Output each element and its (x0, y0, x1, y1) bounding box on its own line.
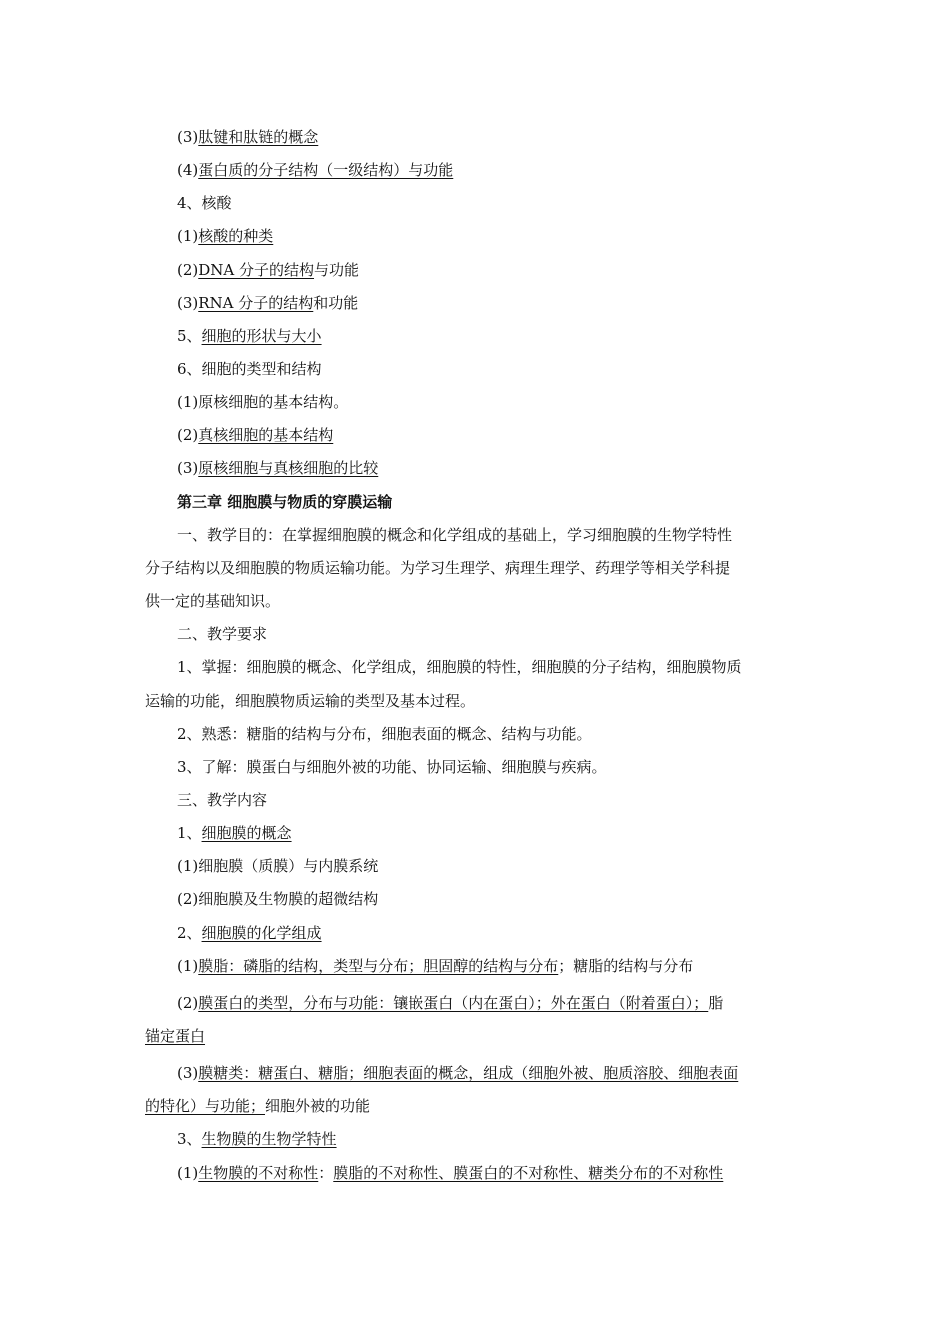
text-line (0, 591, 950, 611)
underlined-text: 膜糖类：糖蛋白、糖脂；细胞表面的概念，组成（细胞外被、胞质溶胶、细胞表面 (198, 1064, 739, 1082)
text-line (0, 823, 950, 843)
text-line (0, 993, 950, 1013)
text-run: 运输的功能，细胞膜物质运输的类型及基本过程。 (145, 692, 476, 710)
text-run: 脂 (708, 994, 724, 1012)
text-run: ： (318, 1164, 334, 1182)
text-line (0, 558, 950, 578)
underlined-text: 生物膜的生物学特性 (201, 1130, 337, 1148)
underlined-text: 细胞的形状与大小 (201, 327, 322, 345)
text-line (0, 724, 950, 744)
text-line (0, 392, 950, 412)
text-run: (4) (177, 161, 199, 179)
text-line (0, 1163, 950, 1183)
text-run: (2) (177, 261, 199, 279)
text-run: (1)原核细胞的基本结构。 (177, 393, 349, 411)
text-line (0, 425, 950, 445)
text-line (0, 889, 950, 909)
text-run: 分子结构以及细胞膜的物质运输功能。为学习生理学、病理生理学、药理学等相关学科提 (145, 559, 731, 577)
text-run: 与功能 (314, 261, 360, 279)
text-line (0, 1026, 950, 1046)
text-run: (3) (177, 128, 199, 146)
underlined-text: 细胞膜的概念 (201, 824, 292, 842)
text-line (0, 293, 950, 313)
text-run: 2、 (177, 924, 202, 942)
text-run: 2、熟悉：糖脂的结构与分布，细胞表面的概念、结构与功能。 (177, 725, 592, 743)
text-run: 1、掌握：细胞膜的概念、化学组成，细胞膜的特性，细胞膜的分子结构，细胞膜物质 (177, 658, 742, 676)
underlined-text: RNA 分子的结构 (198, 294, 314, 312)
text-line (0, 359, 950, 379)
text-run: (3) (177, 294, 199, 312)
text-line (0, 657, 950, 677)
underlined-text: 的特化）与功能； (145, 1097, 266, 1115)
underlined-text: 锚定蛋白 (145, 1027, 206, 1045)
text-run: (1) (177, 1164, 199, 1182)
underlined-text: 真核细胞的基本结构 (198, 426, 334, 444)
text-line (0, 923, 950, 943)
text-line (0, 790, 950, 810)
text-line (0, 624, 950, 644)
underlined-text: 膜蛋白的类型，分布与功能：镶嵌蛋白（内在蛋白）；外在蛋白（附着蛋白）； (198, 994, 709, 1012)
text-run: (2)细胞膜及生物膜的超微结构 (177, 890, 379, 908)
text-line (0, 1063, 950, 1083)
text-run: (2) (177, 994, 199, 1012)
text-line (0, 326, 950, 346)
underlined-text: 肽键和肽链的概念 (198, 128, 319, 146)
text-run: (3) (177, 459, 199, 477)
text-line (0, 193, 950, 213)
text-run: 一、教学目的：在掌握细胞膜的概念和化学组成的基础上，学习细胞膜的生物学特性 (177, 526, 733, 544)
text-run: 4、核酸 (177, 194, 232, 212)
text-line (0, 1096, 950, 1116)
text-run: 6、细胞的类型和结构 (177, 360, 322, 378)
underlined-text: 生物膜的不对称性 (198, 1164, 319, 1182)
text-run: 细胞外被的功能 (265, 1097, 371, 1115)
underlined-text: 蛋白质的分子结构（一级结构）与功能 (198, 161, 454, 179)
text-run: 三、教学内容 (177, 791, 268, 809)
text-run: (1)细胞膜（质膜）与内膜系统 (177, 857, 379, 875)
underlined-text: DNA 分子的结构 (198, 261, 315, 279)
underlined-text: 原核细胞与真核细胞的比较 (198, 459, 379, 477)
text-line (0, 226, 950, 246)
text-run: (1) (177, 957, 199, 975)
underlined-text: 膜脂：磷脂的结构，类型与分布；胆固醇的结构与分布 (198, 957, 559, 975)
underlined-text: 细胞膜的化学组成 (201, 924, 322, 942)
text-run: (2) (177, 426, 199, 444)
text-line (0, 525, 950, 545)
text-run: ；糖脂的结构与分布 (558, 957, 694, 975)
text-line (0, 492, 950, 512)
text-run: 和功能 (313, 294, 359, 312)
text-run: 3、 (177, 1130, 202, 1148)
text-line (0, 260, 950, 280)
underlined-text: 核酸的种类 (198, 227, 274, 245)
chapter-heading: 第三章 细胞膜与物质的穿膜运输 (177, 493, 393, 511)
text-line (0, 691, 950, 711)
text-run: 二、教学要求 (177, 625, 268, 643)
text-line (0, 757, 950, 777)
text-line (0, 956, 950, 976)
text-line (0, 127, 950, 147)
text-line (0, 458, 950, 478)
text-run: 1、 (177, 824, 202, 842)
text-run: 5、 (177, 327, 202, 345)
text-run: 供一定的基础知识。 (145, 592, 281, 610)
underlined-text: 膜脂的不对称性、膜蛋白的不对称性、糖类分布的不对称性 (333, 1164, 724, 1182)
text-line (0, 1129, 950, 1149)
text-run: (1) (177, 227, 199, 245)
text-run: (3) (177, 1064, 199, 1082)
text-line (0, 160, 950, 180)
text-line (0, 856, 950, 876)
text-run: 3、了解：膜蛋白与细胞外被的功能、协同运输、细胞膜与疾病。 (177, 758, 607, 776)
